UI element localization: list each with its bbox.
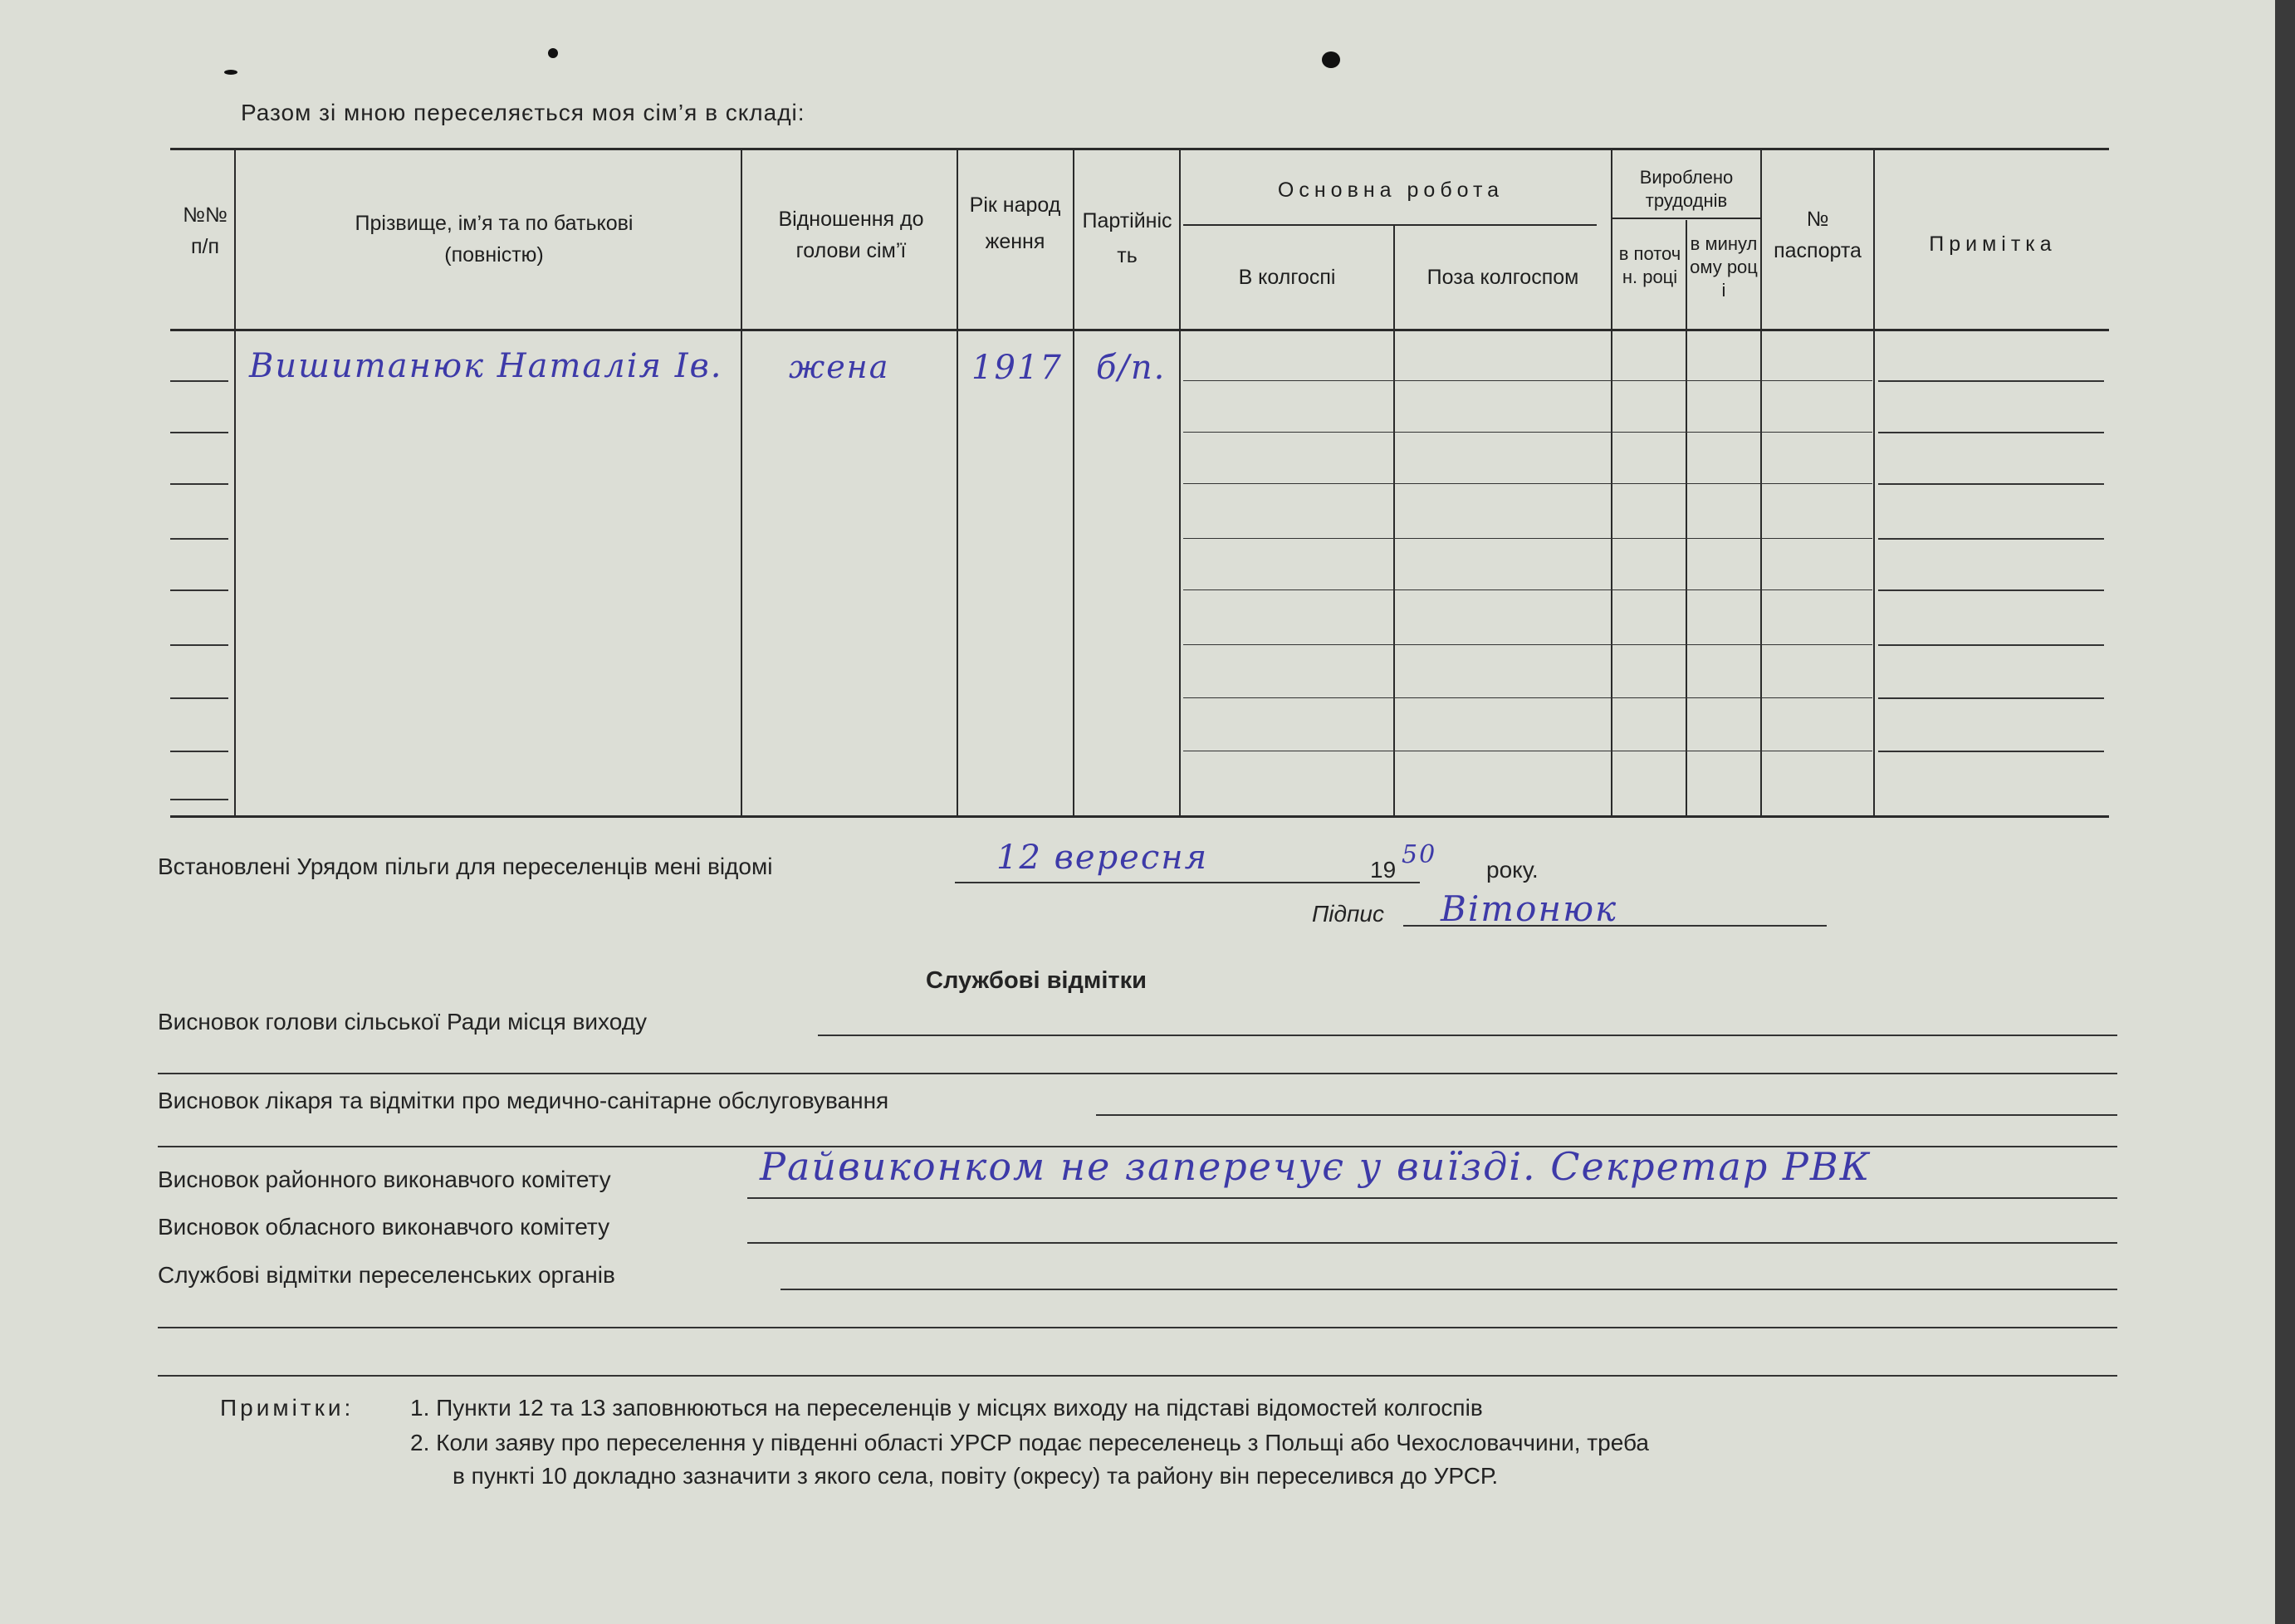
row-dash: [1183, 644, 1872, 645]
header-outside-kolhosp: Поза колгоспом: [1426, 266, 1579, 289]
header-last-year: в минулому році: [1690, 233, 1758, 301]
resettlement-line-2: [158, 1327, 2117, 1328]
row-dash: [1183, 697, 1872, 698]
col-line: [1179, 149, 1181, 815]
row-dash: [170, 483, 228, 485]
doctor-label: Висновок лікаря та відмітки про медично-санітарне обслуговування: [158, 1088, 889, 1113]
row-dash: [170, 380, 228, 382]
header-in-kolhosp: В колгоспі: [1238, 266, 1336, 289]
row1-relation: жена: [789, 349, 890, 385]
row-dash: [1878, 380, 2104, 382]
benefits-text: Встановлені Урядом пільги для переселенців мені відомі: [158, 854, 773, 879]
header-relation: Відношення до голови сім’ї: [778, 208, 924, 262]
resettlement-label: Службові відмітки переселенських органів: [158, 1262, 615, 1288]
table-header-bottom: [170, 329, 2109, 331]
row1-birth-year: 1917: [971, 349, 1063, 387]
family-intro: Разом зі мною переселяється моя сім’я в складі:: [241, 100, 805, 125]
header-num: №№ п/п: [183, 203, 228, 258]
row-dash: [1183, 538, 1872, 539]
header-current-year: в поточн. році: [1618, 243, 1681, 287]
col-line: [1611, 149, 1612, 815]
row-dash: [170, 697, 228, 699]
note-2b: в пункті 10 докладно зазначити з якого села, повіту (окресу) та району він переселився до УРСР.: [453, 1463, 1499, 1489]
header-main-work: Основна робота: [1277, 179, 1505, 202]
row-dash: [170, 644, 228, 646]
year-suffix: року.: [1486, 857, 1539, 883]
notes-label: Примітки:: [220, 1395, 355, 1421]
col-line: [1873, 149, 1875, 815]
header-birth-year: Рік народження: [969, 193, 1061, 253]
district-handwritten: Райвиконком не заперечує у виїзді. Секретар РВК: [760, 1144, 1872, 1189]
workdays-divider: [1612, 218, 1762, 219]
table-top-border: [170, 148, 2109, 150]
row1-party: б/п.: [1096, 349, 1167, 387]
row-dash: [1878, 589, 2104, 591]
row-dash: [1878, 697, 2104, 699]
main-work-divider: [1183, 224, 1597, 226]
row-dash: [170, 432, 228, 433]
resettlement-line: [780, 1289, 2117, 1290]
col-line: [1686, 220, 1687, 815]
ink-spot: [224, 70, 237, 75]
col-line: [234, 149, 236, 815]
service-title: Службові відмітки: [926, 967, 1147, 994]
row-dash: [1878, 538, 2104, 540]
village-head-line: [818, 1035, 2117, 1036]
row-dash: [1183, 589, 1872, 590]
header-party: Партійність: [1082, 209, 1172, 267]
header-note: Примітка: [1929, 232, 2057, 256]
signature-label: Підпис: [1312, 901, 1384, 927]
header-workdays: Вироблено трудоднів: [1639, 167, 1734, 211]
row-dash: [170, 751, 228, 752]
row-dash: [1183, 483, 1872, 484]
note-2a: 2. Коли заяву про переселення у південні області УРСР подає переселенець з Польщі або Чехословаччини, треба: [410, 1430, 1649, 1455]
ink-spot: [548, 48, 558, 58]
district-label: Висновок районного виконавчого комітету: [158, 1167, 611, 1192]
col-line: [1760, 149, 1762, 815]
note-1: 1. Пункти 12 та 13 заповнюються на переселенців у місцях виходу на підставі відомостей колгоспів: [410, 1395, 1483, 1421]
signature-handwritten: Вітонюк: [1441, 888, 1618, 929]
header-passport: № паспорта: [1774, 208, 1862, 262]
table-bottom-border: [170, 815, 2109, 818]
village-head-label: Висновок голови сільської Ради місця виходу: [158, 1009, 648, 1035]
date-underline: [955, 882, 1420, 883]
ink-spot: [1322, 51, 1340, 68]
resettlement-line-3: [158, 1375, 2117, 1377]
row1-name: Вишитанюк Наталія Ів.: [249, 347, 723, 385]
district-line: [747, 1197, 2117, 1199]
row-dash: [170, 799, 228, 800]
col-line: [1393, 226, 1395, 815]
row-dash: [170, 589, 228, 591]
oblast-label: Висновок обласного виконавчого комітету: [158, 1214, 610, 1240]
row-dash: [1878, 644, 2104, 646]
col-line: [957, 149, 958, 815]
col-line: [1073, 149, 1074, 815]
date-handwritten: 12 вересня: [996, 839, 1209, 877]
oblast-line: [747, 1242, 2117, 1244]
row-dash: [1878, 432, 2104, 433]
row-dash: [1878, 751, 2104, 752]
year-prefix: 19: [1370, 857, 1397, 883]
village-head-line-2: [158, 1073, 2117, 1074]
header-name: Прізвище, ім’я та по батькові (повністю): [355, 212, 634, 267]
col-line: [741, 149, 742, 815]
year-handwritten: 50: [1402, 840, 1437, 869]
doctor-line: [1096, 1114, 2117, 1116]
row-dash: [1878, 483, 2104, 485]
row-dash: [1183, 380, 1872, 381]
row-dash: [1183, 432, 1872, 433]
row-dash: [170, 538, 228, 540]
